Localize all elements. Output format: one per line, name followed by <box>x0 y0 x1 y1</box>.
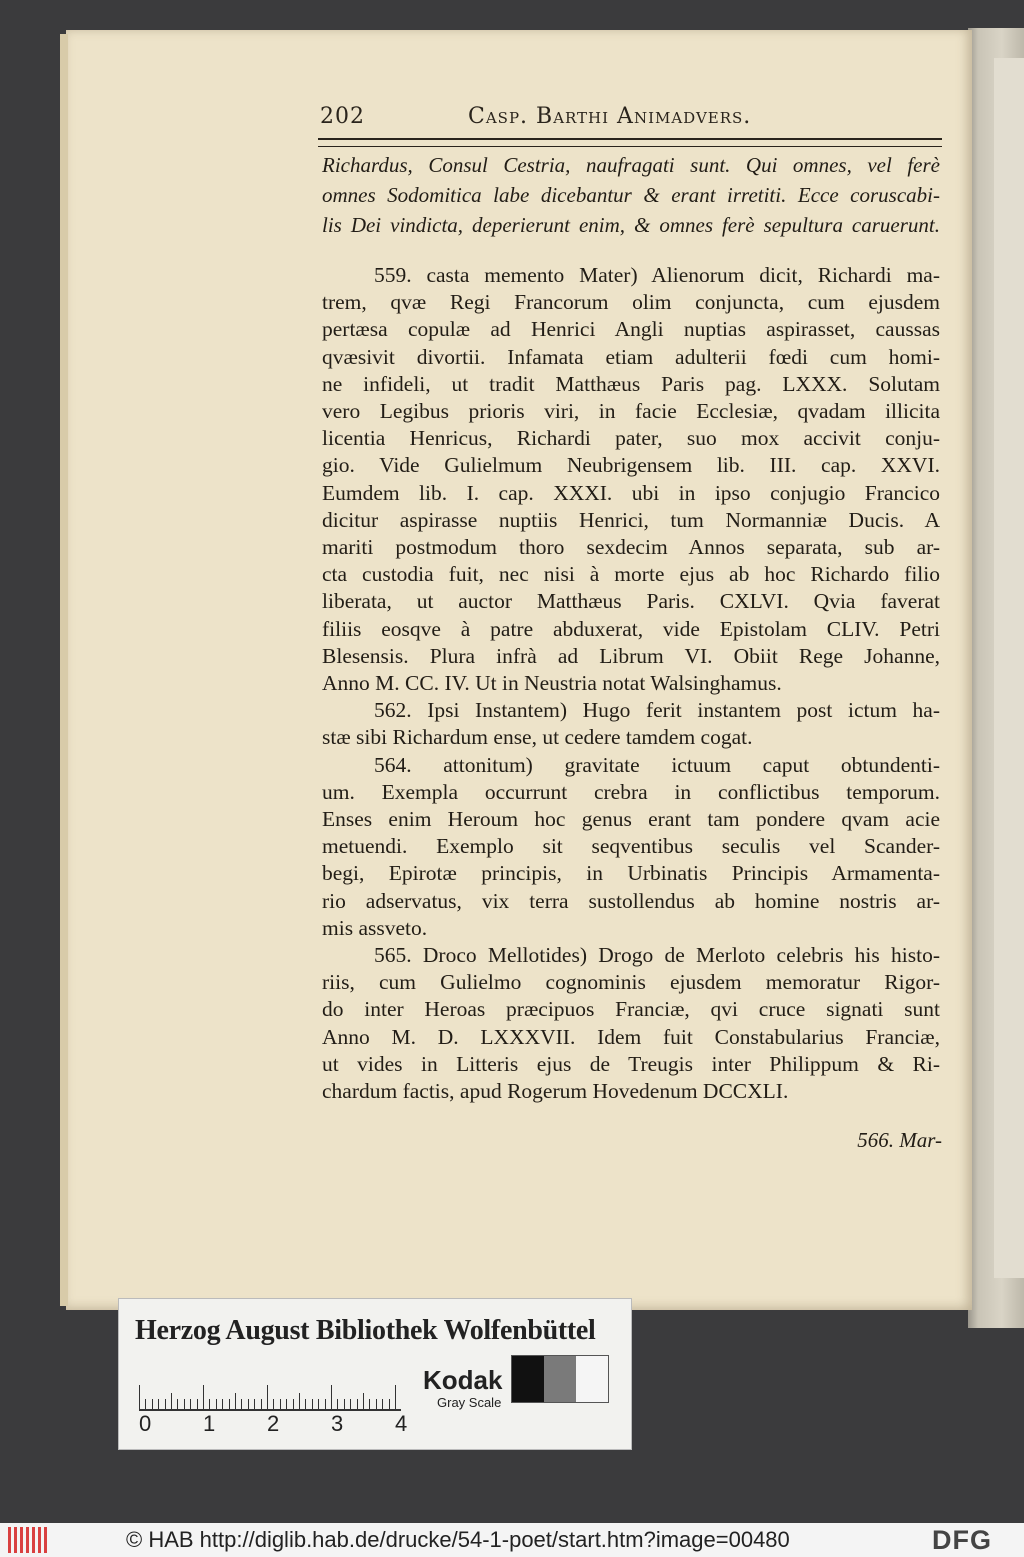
ruler-tick <box>261 1399 262 1409</box>
barcode-icon <box>8 1527 50 1553</box>
text-line: ne infideli, ut tradit Matthæus Paris pag. LXXX. Solutam <box>322 371 940 396</box>
ruler-tick <box>190 1399 191 1409</box>
ruler-tick <box>165 1399 166 1409</box>
text-line: Anno M. CC. IV. Ut in Neustria notat Walsinghamus. <box>322 671 782 696</box>
ruler-ticks <box>139 1383 401 1411</box>
ruler-tick <box>376 1399 377 1409</box>
footer-bar <box>0 1523 1024 1557</box>
header-rule <box>318 138 942 147</box>
ruler-tick <box>209 1399 210 1409</box>
ruler-tick <box>293 1399 294 1409</box>
gray-patches <box>511 1355 609 1403</box>
text-line: chardum factis, apud Rogerum Hovedenum DCCXLI. <box>322 1079 789 1104</box>
commentary-body <box>322 262 940 1105</box>
text-line: Blesensis. Plura infrà ad Librum VI. Obiit Rege Johanne, <box>322 643 940 668</box>
ruler-tick <box>280 1399 281 1409</box>
ruler-tick <box>267 1385 268 1409</box>
text-line: 564. attonitum) gravitate ictuum caput obtundenti- <box>374 752 940 777</box>
ruler-tick <box>229 1399 230 1409</box>
ruler-tick <box>177 1399 178 1409</box>
library-name: Herzog August Bibliothek Wolfenbüttel <box>135 1315 596 1346</box>
ruler-tick <box>254 1399 255 1409</box>
ruler-tick <box>363 1393 364 1409</box>
gray-patch <box>544 1356 576 1402</box>
text-line: riis, cum Gulielmo cognominis ejusdem memoratur Rigor- <box>322 970 940 995</box>
running-title: Casp. Barthi Animadvers. <box>468 104 752 129</box>
ruler-tick <box>382 1399 383 1409</box>
text-line: metuendi. Exemplo sit seqventibus seculis vel Scander- <box>322 834 940 859</box>
text-line: begi, Epirotæ principis, in Urbinatis Principis Armamenta- <box>322 861 940 886</box>
text-line: stæ sibi Richardum ense, ut cedere tamdem cogat. <box>322 725 753 750</box>
catchword: 566. Mar- <box>857 1128 942 1152</box>
text-line: gio. Vide Gulielmum Neubrigensem lib. III. cap. XXVI. <box>322 453 940 478</box>
source-credit: © HAB http://diglib.hab.de/drucke/54-1-poet/start.htm?image=00480 <box>126 1527 790 1552</box>
ruler-tick <box>299 1393 300 1409</box>
text-line: Enses enim Heroum hoc genus erant tam pondere qvam acie <box>322 807 940 832</box>
text-line: qvæsivit divortii. Infamata etiam adulterii fœdi cum homi- <box>322 344 940 369</box>
ruler-number: 1 <box>203 1411 216 1436</box>
text-line: trem, qvæ Regi Francorum olim conjuncta, cum ejusdem <box>322 290 940 315</box>
text-line: liberata, ut auctor Matthæus Paris. CXLVI. Qvia faverat <box>322 589 940 614</box>
ruler-tick <box>395 1385 396 1409</box>
kodak-logo: Kodak <box>423 1365 503 1395</box>
text-line: ut vides in Litteris ejus de Treugis inter Philippum & Ri- <box>322 1051 940 1076</box>
text-line: rio adservatus, vix terra sustollendus ab homine nostris ar- <box>322 888 940 913</box>
ruler-tick <box>286 1399 287 1409</box>
ruler-tick <box>184 1399 185 1409</box>
ruler-tick <box>222 1399 223 1409</box>
text-line: cta custodia fuit, nec nisi à morte ejus ab hoc Richardo filio <box>322 562 940 587</box>
text-line: mariti postmodum thoro sexdecim Annos separata, sub ar- <box>322 535 940 560</box>
text-line: 559. casta memento Mater) Alienorum dicit, Richardi ma- <box>374 263 940 287</box>
italic-line: lis Dei vindicta, deperierunt enim, & omnes ferè sepultura caruerunt. <box>322 213 940 237</box>
ruler-tick <box>305 1399 306 1409</box>
text-line: Anno M. D. LXXXVII. Idem fuit Constabularius Franciæ, <box>322 1024 940 1049</box>
ruler-tick <box>145 1399 146 1409</box>
running-head <box>320 104 940 138</box>
ruler-tick <box>318 1399 319 1409</box>
ruler-tick <box>203 1385 204 1409</box>
italic-line: Richardus, Consul Cestria, naufragati sunt. Qui omnes, vel ferè <box>322 153 940 177</box>
ruler-tick <box>241 1399 242 1409</box>
ruler-tick <box>350 1399 351 1409</box>
ruler-number: 2 <box>267 1411 280 1436</box>
ruler-tick <box>337 1399 338 1409</box>
ruler-tick <box>389 1399 390 1409</box>
text-line: do inter Heroas præcipuos Franciæ, qvi cruce signati sunt <box>322 997 940 1022</box>
text-line: Eumdem lib. I. cap. XXXI. ubi in ipso conjugio Francico <box>322 480 940 505</box>
dfg-logo: DFG <box>932 1525 992 1555</box>
text-line: 562. Ipsi Instantem) Hugo ferit instantem post ictum ha- <box>374 698 940 723</box>
text-line: vero Legibus prioris viri, in facie Ecclesiæ, qvadam illicita <box>322 399 940 424</box>
ruler-tick <box>139 1385 140 1409</box>
gray-patch <box>512 1356 544 1402</box>
ruler-tick <box>158 1399 159 1409</box>
ruler-tick <box>197 1399 198 1409</box>
ruler-tick <box>325 1399 326 1409</box>
ruler-number: 3 <box>331 1411 344 1436</box>
ruler-tick <box>331 1385 332 1409</box>
text-line: mis assveto. <box>322 915 428 940</box>
ruler-tick <box>152 1399 153 1409</box>
adjacent-page-edge <box>968 28 1024 1328</box>
page-number: 202 <box>320 104 365 129</box>
text-line: um. Exempla occurrunt crebra in conflictibus temporum. <box>322 779 940 804</box>
text-line: 565. Droco Mellotides) Drogo de Merloto celebris his histo- <box>374 943 940 968</box>
ruler-number: 4 <box>395 1411 408 1436</box>
color-scale-card <box>118 1298 632 1450</box>
ruler-tick <box>171 1393 172 1409</box>
ruler-tick <box>344 1399 345 1409</box>
italic-line: omnes Sodomitica labe dicebantur & erant irretiti. Ecce coruscabi- <box>322 183 940 207</box>
ruler-tick <box>216 1399 217 1409</box>
text-line: licentia Henricus, Richardi pater, suo mox accivit conju- <box>322 426 940 451</box>
italic-passage <box>322 150 940 240</box>
ruler-tick <box>369 1399 370 1409</box>
text-line: filiis eosqve à patre abduxerat, vide Epistolam CLIV. Petri <box>322 616 940 641</box>
gray-patch <box>576 1356 608 1402</box>
ruler-tick <box>357 1399 358 1409</box>
ruler-tick <box>273 1399 274 1409</box>
text-line: pertæsa copulæ ad Henrici Angli nuptias aspirasset, caussas <box>322 317 940 342</box>
ruler-tick <box>235 1393 236 1409</box>
ruler-number: 0 <box>139 1411 152 1436</box>
gray-scale-label: Gray Scale <box>437 1395 502 1410</box>
ruler-tick <box>312 1399 313 1409</box>
ruler-numbers <box>135 1411 415 1441</box>
text-line: dicitur aspirasse nuptiis Henrici, tum Normanniæ Ducis. A <box>322 507 940 532</box>
ruler-tick <box>248 1399 249 1409</box>
